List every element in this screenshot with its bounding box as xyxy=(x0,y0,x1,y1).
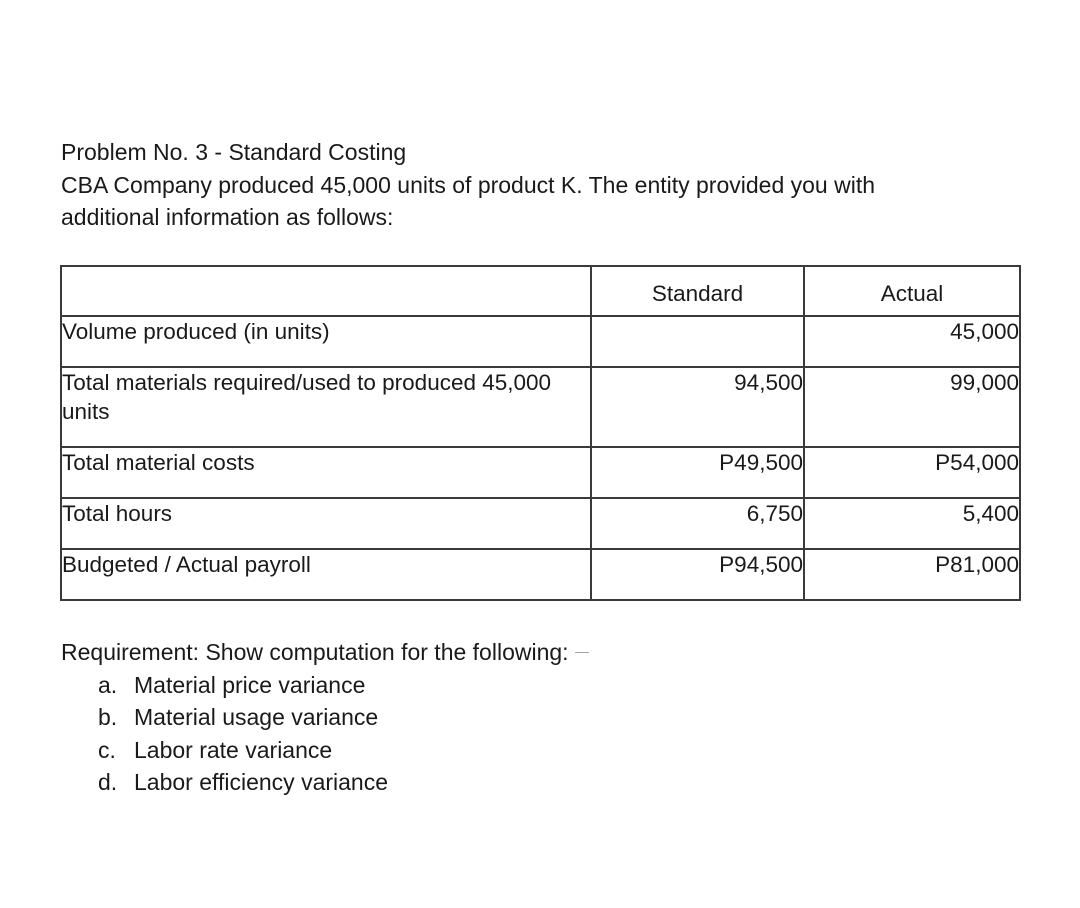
row-label: Volume produced (in units) xyxy=(61,316,591,367)
row-label: Total material costs xyxy=(61,447,591,498)
problem-title: Problem No. 3 - Standard Costing xyxy=(61,139,407,165)
list-item xyxy=(98,669,589,702)
list-item-letter: a. xyxy=(98,671,118,698)
table-header-row xyxy=(61,266,1020,316)
header-blank xyxy=(61,266,591,316)
costing-table xyxy=(60,265,1021,601)
row-standard xyxy=(591,316,804,367)
header-actual: Actual xyxy=(804,266,1020,316)
row-label: Budgeted / Actual payroll xyxy=(61,549,591,600)
list-item xyxy=(98,766,589,799)
list-item xyxy=(98,701,589,734)
row-actual: P81,000 xyxy=(804,549,1020,600)
row-actual: 45,000 xyxy=(804,316,1020,367)
row-label: Total materials required/used to produced 45,000 units xyxy=(61,367,591,447)
row-actual: 5,400 xyxy=(804,498,1020,549)
requirement-list xyxy=(61,669,589,799)
list-item-text: Material usage variance xyxy=(134,704,379,730)
table-row xyxy=(61,549,1020,600)
problem-text-line-1: CBA Company produced 45,000 units of product K. The entity provided you with xyxy=(61,171,876,198)
row-standard: P94,500 xyxy=(591,549,804,600)
row-standard: 6,750 xyxy=(591,498,804,549)
list-item-letter: c. xyxy=(98,736,116,763)
row-standard: 94,500 xyxy=(591,367,804,447)
requirement-title xyxy=(61,636,589,669)
table-row xyxy=(61,316,1020,367)
problem-text-line-2: additional information as follows: xyxy=(61,204,394,230)
list-item-text: Labor efficiency variance xyxy=(134,769,388,795)
row-standard: P49,500 xyxy=(591,447,804,498)
row-actual: 99,000 xyxy=(804,367,1020,447)
list-item-text: Material price variance xyxy=(134,671,366,698)
list-item-letter: b. xyxy=(98,704,118,730)
list-item-letter: d. xyxy=(98,769,118,795)
table-row xyxy=(61,498,1020,549)
table-row xyxy=(61,367,1020,447)
cursor-mark-icon xyxy=(575,652,589,656)
table-row xyxy=(61,447,1020,498)
list-item xyxy=(98,734,589,767)
list-item-text: Labor rate variance xyxy=(134,736,333,763)
requirement-section xyxy=(61,636,589,799)
problem-intro xyxy=(61,136,1021,234)
row-label: Total hours xyxy=(61,498,591,549)
row-actual: P54,000 xyxy=(804,447,1020,498)
header-standard: Standard xyxy=(591,266,804,316)
requirement-title-text: Requirement: Show computation for the following: xyxy=(61,639,569,665)
